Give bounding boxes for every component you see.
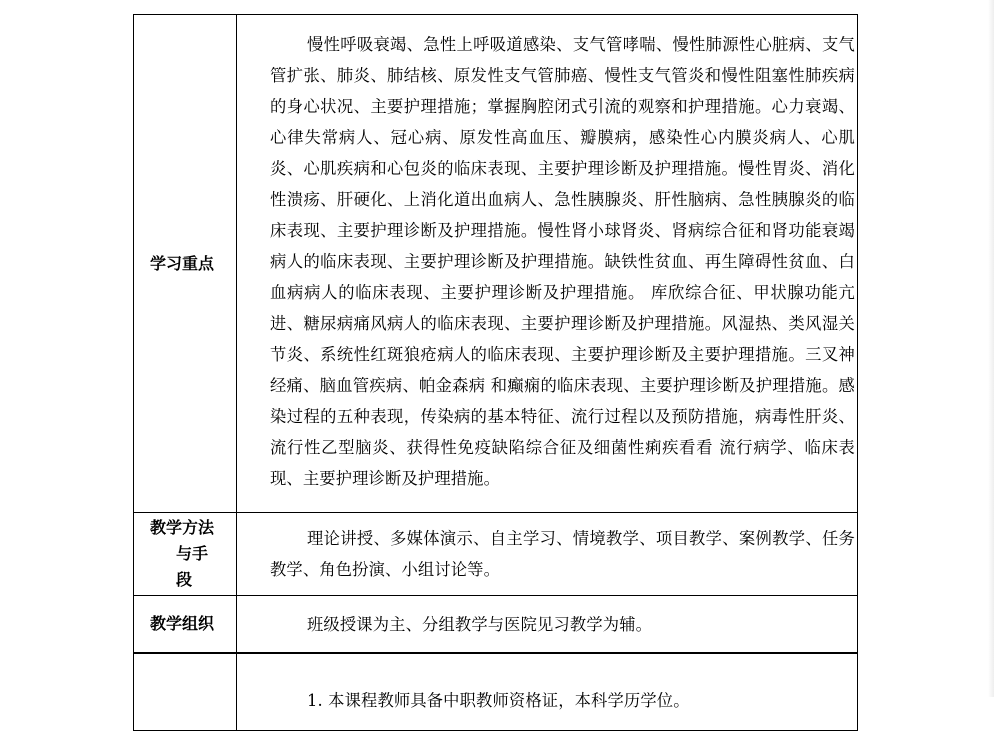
scrollbar-track — [988, 0, 994, 697]
row-label-cell — [134, 15, 237, 513]
teaching-method-text: 理论讲授、多媒体演示、自主学习、情境教学、项目教学、案例教学、任务教学、角色扮演、小组讨论等。 — [270, 529, 855, 579]
table-row — [134, 513, 858, 596]
row-label-line1: 教学方法 — [150, 518, 215, 537]
learning-focus-text: 慢性呼吸衰竭、急性上呼吸道感染、支气管哮喘、慢性肺源性心脏病、支气管扩张、肺炎、肺结核、原发性支气管肺癌、慢性支气管炎和慢性阻塞性肺疾病的身心状况、主要护理措施；掌握胸腔闭式引流的观察和护理措施。心力衰竭、心律失常病人、冠心病、原发性高血压、瓣膜病，感染性心内膜炎病人、心肌炎、心肌疾病和心包炎的临床表现、主要护理诊断及护理措施。慢性胃炎、消化性溃疡、肝硬化、上消化道出血病人、急性胰腺炎、肝性脑病、急性胰腺炎的临床表现、主要护理诊断及护理措施。慢性肾小球肾炎、肾病综合征和肾功能衰竭病人的临床表现、主要护理诊断及护理措施。缺铁性贫血、再生障碍性贫血、白血病病人的临床表现、主要护理诊断及护理措施。 库欣综合征、甲状腺功能亢进、糖尿病痛风病人的临床表现、主要护理诊断及护理措施。风湿热、类风湿关节炎、系统性红斑狼疮病人的临床表现、主要护理诊断及主要护理措施。三叉神经痛、脑血管疾病、帕金森病 和癫痫的临床表现、主要护理诊断及护理措施。感染过程的五种表现，传染病的基本特征、流行过程以及预防措施，病毒性肝炎、流行性乙型脑炎、获得性免疫缺陷综合征及细菌性痢疾看看 流行病学、临床表现、主要护理诊断及护理措施。 — [270, 35, 855, 488]
row-label-cell — [134, 596, 237, 654]
row-label-cell — [134, 513, 237, 596]
row-label: 教学组织 — [150, 614, 215, 633]
table-row — [134, 653, 858, 731]
course-info-table — [133, 14, 858, 731]
teaching-organization-text: 班级授课为主、分组教学与医院见习教学为辅。 — [307, 614, 653, 634]
row-content-cell — [237, 653, 858, 731]
row-label-line2: 与手段 — [176, 544, 209, 589]
row-content-cell — [237, 596, 858, 654]
row-content-cell — [237, 513, 858, 596]
row-content-cell — [237, 15, 858, 513]
row-label: 学习重点 — [150, 253, 215, 273]
row-label — [134, 515, 236, 593]
teacher-requirement-text: 1. 本课程教师具备中职教师资格证，本科学历学位。 — [307, 690, 690, 710]
table-row — [134, 596, 858, 654]
table-row — [134, 15, 858, 513]
row-label-cell — [134, 653, 237, 731]
